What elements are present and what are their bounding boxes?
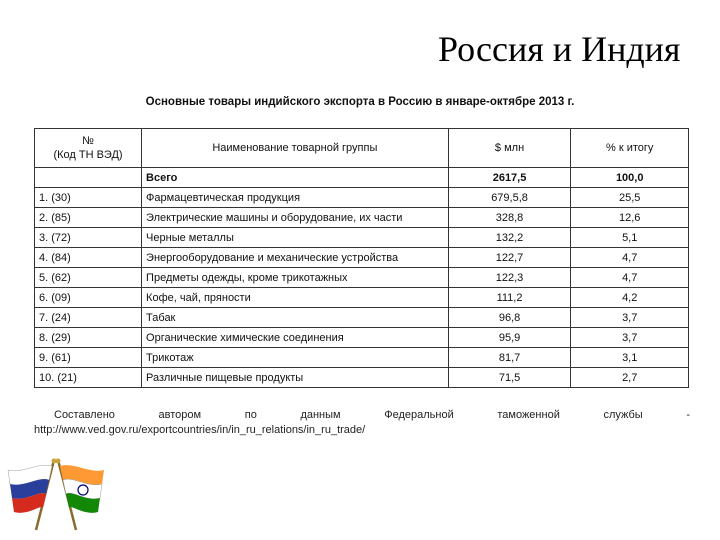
cell-pct: 100,0: [571, 168, 689, 188]
cell-code: 5. (62): [35, 268, 142, 288]
pole-finial-right: [56, 459, 61, 464]
cell-name: Органические химические соединения: [142, 328, 449, 348]
table-row: [35, 368, 689, 388]
cell-pct: 4,2: [571, 288, 689, 308]
cell-code: 1. (30): [35, 188, 142, 208]
cell-pct: 3,7: [571, 328, 689, 348]
cell-usd: 95,9: [448, 328, 571, 348]
export-table: [34, 128, 689, 388]
cell-usd: 122,7: [448, 248, 571, 268]
cell-name: Различные пищевые продукты: [142, 368, 449, 388]
cell-usd: 81,7: [448, 348, 571, 368]
cell-pct: 2,7: [571, 368, 689, 388]
cell-usd: 122,3: [448, 268, 571, 288]
header-code: [35, 129, 142, 168]
cell-pct: 5,1: [571, 228, 689, 248]
cell-name: Предметы одежды, кроме трикотажных: [142, 268, 449, 288]
header-code-number: №: [82, 135, 94, 147]
cell-usd: 96,8: [448, 308, 571, 328]
cell-usd: 71,5: [448, 368, 571, 388]
cell-usd: 679,5,8: [448, 188, 571, 208]
table-row: [35, 288, 689, 308]
cell-pct: 25,5: [571, 188, 689, 208]
header-code-text: (Код ТН ВЭД): [53, 149, 123, 161]
header-usd: $ млн: [448, 129, 571, 168]
cell-code: 4. (84): [35, 248, 142, 268]
cell-code: 7. (24): [35, 308, 142, 328]
cell-name: Табак: [142, 308, 449, 328]
table-row: [35, 248, 689, 268]
table-row: [35, 268, 689, 288]
source-note: Составлено автором по данным Федеральной таможенной службы - http://www.ved.gov.ru/exportcountries/in/in_ru_relations/in_ru_trade/: [34, 409, 690, 436]
cell-code: 8. (29): [35, 328, 142, 348]
table-row: [35, 328, 689, 348]
cell-pct: 4,7: [571, 248, 689, 268]
cell-code: 2. (85): [35, 208, 142, 228]
cell-code: 3. (72): [35, 228, 142, 248]
cell-pct: 4,7: [571, 268, 689, 288]
cell-code: 9. (61): [35, 348, 142, 368]
cell-usd: 132,2: [448, 228, 571, 248]
cell-name: Черные металлы: [142, 228, 449, 248]
cell-name: Фармацевтическая продукция: [142, 188, 449, 208]
header-pct: % к итогу: [571, 129, 689, 168]
table-header-row: [35, 129, 689, 168]
cell-name: Кофе, чай, пряности: [142, 288, 449, 308]
table-row: [35, 308, 689, 328]
cell-usd: 111,2: [448, 288, 571, 308]
table-caption: Основные товары индийского экспорта в Россию в январе-октябре 2013 г.: [145, 96, 575, 108]
russia-flag-icon: [8, 465, 52, 513]
cell-name: Энергооборудование и механические устройства: [142, 248, 449, 268]
table-row: [35, 208, 689, 228]
cell-code: 10. (21): [35, 368, 142, 388]
cell-pct: 12,6: [571, 208, 689, 228]
cell-name: Всего: [142, 168, 449, 188]
header-name: Наименование товарной группы: [142, 129, 449, 168]
table-row: [35, 188, 689, 208]
slide-title: Россия и Индия: [438, 29, 681, 69]
cell-code: 6. (09): [35, 288, 142, 308]
table-row: [35, 348, 689, 368]
table-row-total: [35, 168, 689, 188]
cell-usd: 2617,5: [448, 168, 571, 188]
cell-code: [35, 168, 142, 188]
cell-name: Электрические машины и оборудование, их части: [142, 208, 449, 228]
russia-india-flags-image: [6, 458, 106, 532]
cell-pct: 3,7: [571, 308, 689, 328]
cell-usd: 328,8: [448, 208, 571, 228]
india-flag-icon: [60, 465, 104, 513]
cell-pct: 3,1: [571, 348, 689, 368]
table-row: [35, 228, 689, 248]
cell-name: Трикотаж: [142, 348, 449, 368]
